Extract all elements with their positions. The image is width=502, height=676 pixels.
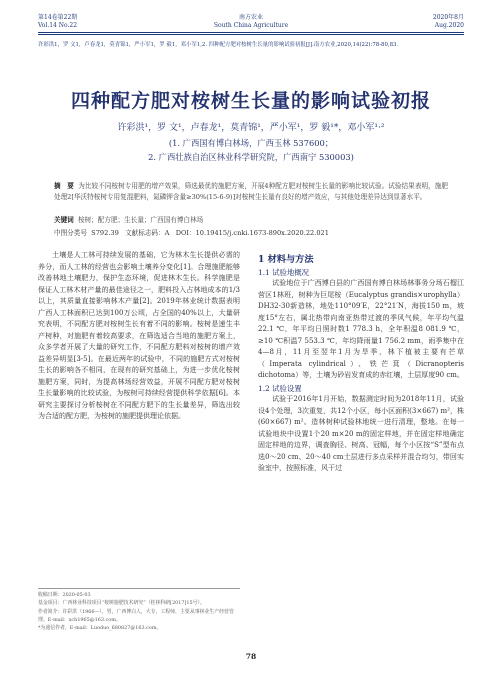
article-title: 四种配方肥对桉树生长量的影响试验初报 xyxy=(70,90,431,112)
intro-paragraph: 土壤是人工林可持续发展的基础，它为林木生长提供必需的养分，而人工林的经营也会影响土壤养分变化[1]。合理施肥能够改善林地土壤肥力，保护生态环境，促进林木生长。科学施肥是保证人工林木材产量的最佳途径之一，肥料投入占林地成本的1/3以上，其质量直接影响林木产量[2]。2019年林业统计数据表明广西人工林面积已达到100万公顷，占全国的40%以上，大量研究表明，不同配方肥对桉树生长有着不同的影响。桉树是速生丰产树种，对施肥有着较高要求，在筛选适合当地的施肥方案上，众多学者开展了大量的研究工作，不同配方肥料对桉树的增产效益差异明显[3-5]。在最近两年的试验中，不同的施肥方式对桉树生长的影响各不相同，在现有的研究基础上，为进一步优化桉树施肥方案，同时，为提高林场经营效益，开展不同配方肥对桉树生长量影响的比较试验，为桉树可持续经营提供科学依据[6]。本研究主要探讨分析桉树在不同配方肥下的生长量差异，筛选出较为合适的配方肥，为桉树的施肥提供理论依据。 xyxy=(38,251,240,420)
corresponding-author: *为通信作者，E-mail：Luoduo_680827@163.com。 xyxy=(38,625,162,632)
journal-name-cn: 南方农业 xyxy=(238,14,263,21)
keywords-label: 关键词 xyxy=(54,216,74,224)
date-cn: 2020年8月 xyxy=(432,14,464,21)
citation-line: 许彩洪1，罗 文1，卢春龙1，莫青锦1，严小军1，罗 毅1，邓小军1,2. 四种配方肥对桉树生长量的影响试验初报[J].南方农业,2020,14(22):78-80,83. xyxy=(38,42,399,48)
header-rule-thin xyxy=(38,34,464,35)
doc-code-value: A xyxy=(164,229,170,237)
doc-code-label: 文献标志码 xyxy=(125,229,159,237)
subsection-heading-1-2: 1.2 试验设置 xyxy=(258,383,302,393)
clc-label: 中图分类号 xyxy=(54,229,87,237)
section-heading-1: 1 材料与方法 xyxy=(258,254,314,265)
subsection-heading-1-1: 1.1 试验地概况 xyxy=(258,267,310,277)
author-list: 许彩洪¹，罗 文¹，卢春龙¹，莫青锦¹，严小军¹，罗 毅¹*，邓小军¹·² xyxy=(117,123,385,133)
trial-setup-paragraph: 试验于2016年1月开始，数据测定时间为2018年11月，试验设4个处理，3次重复，共12个小区，每小区面积(3×667) m²，株(60×667) m²。造林树种试验林地统一进行清理，整地。在每一试验地块中设置1个20 m×20 m的固定样地，并在固定样地确定固定样地的边界，调查胸径、树高、冠幅，每个小区按“S”型布点选0～20 cm、20～40 cm土层进行多点采样并混合均匀，带回实验室中，按照标准，风干过 xyxy=(258,395,464,472)
author-bio: 作者简介：许彩洪（1966—），男，广西博白人，大专，工程师，主要从事林业生产经营管理。E-mail：xch1965@163.com。 xyxy=(38,608,234,623)
volume-en: Vol.14 No.22 xyxy=(38,22,78,29)
body-right-column xyxy=(258,248,464,475)
affiliation-2: 2. 广西壮族自治区林业科学研究院，广西南宁 530003) xyxy=(148,152,354,162)
doi-label: DOI xyxy=(175,229,189,237)
funding-note: 基金项目：广西林业科技项目“桉树施肥技术研究”（桂林科研[2017]15号）。 xyxy=(38,600,205,607)
classification-line: 中图分类号 S792.39 文献标志码：A DOI：10.19415/j.cnki.1673-890x.2020.22.021 xyxy=(54,229,329,237)
page-number: 78 xyxy=(245,652,257,661)
abstract xyxy=(54,181,448,203)
journal-name-en: South China Agriculture xyxy=(213,22,289,29)
affiliation-1: (1. 广西国有博白林场，广西玉林 537600； xyxy=(168,138,334,148)
doi-value: 10.19415/j.cnki.1673-890x.2020.22.021 xyxy=(195,229,329,237)
abstract-text: 为比较不同桉树专用肥的增产效果，筛选最优的施肥方案，开展4种配方肥对桉树生长量的影响比较试验。试验结果表明，施肥处理2[华沃特桉树专用复混肥料，氮磷钾含量≥30%(15-6-9)]对桉树生长量有良好的增产效应，与其他处理差异达到显著水平。 xyxy=(54,182,449,201)
keywords-text: 桉树；配方肥；生长量；广西国有博白林场 xyxy=(77,216,204,224)
date-en: Aug.2020 xyxy=(434,22,464,29)
keywords xyxy=(54,214,448,224)
clc-value: S792.39 xyxy=(91,229,119,237)
received-date: 收稿日期：2020-05-03 xyxy=(38,592,91,598)
site-description-paragraph: 试验地位于广西博白县的广西国有博白林场林事务分场石榴江营区1林班，树种为巨尾桉（Eucalyptus grandis×urophylla）DH32-30新造林，地处110°09′E，22°21′N，海拔150 m，坡度15°左右，属北热带向南亚热带过渡的季风气候，年平均气温22.1 ℃，年平均日照时数1 778.3 h，全年积温8 081.9 ℃，≥10 ℃积温7 553.3 ℃，年均降雨量1 756.2 mm，雨季集中在4—8月，11月至翌年1月为旱季，林下植被主要有芒草（Imperata cylindrical）、铁芒萁（Dicranopteris dichotoma）等，土壤为砂岩发育成的赤红壤，土层厚度90 cm。 xyxy=(258,279,464,379)
body-left-column xyxy=(38,250,240,423)
journal-name xyxy=(38,14,464,30)
volume-cn: 第14卷第22期 xyxy=(38,14,78,21)
abstract-label: 摘 要 xyxy=(54,182,74,190)
header-rule xyxy=(38,32,464,33)
footnote xyxy=(38,588,240,632)
issue-date xyxy=(433,14,464,30)
